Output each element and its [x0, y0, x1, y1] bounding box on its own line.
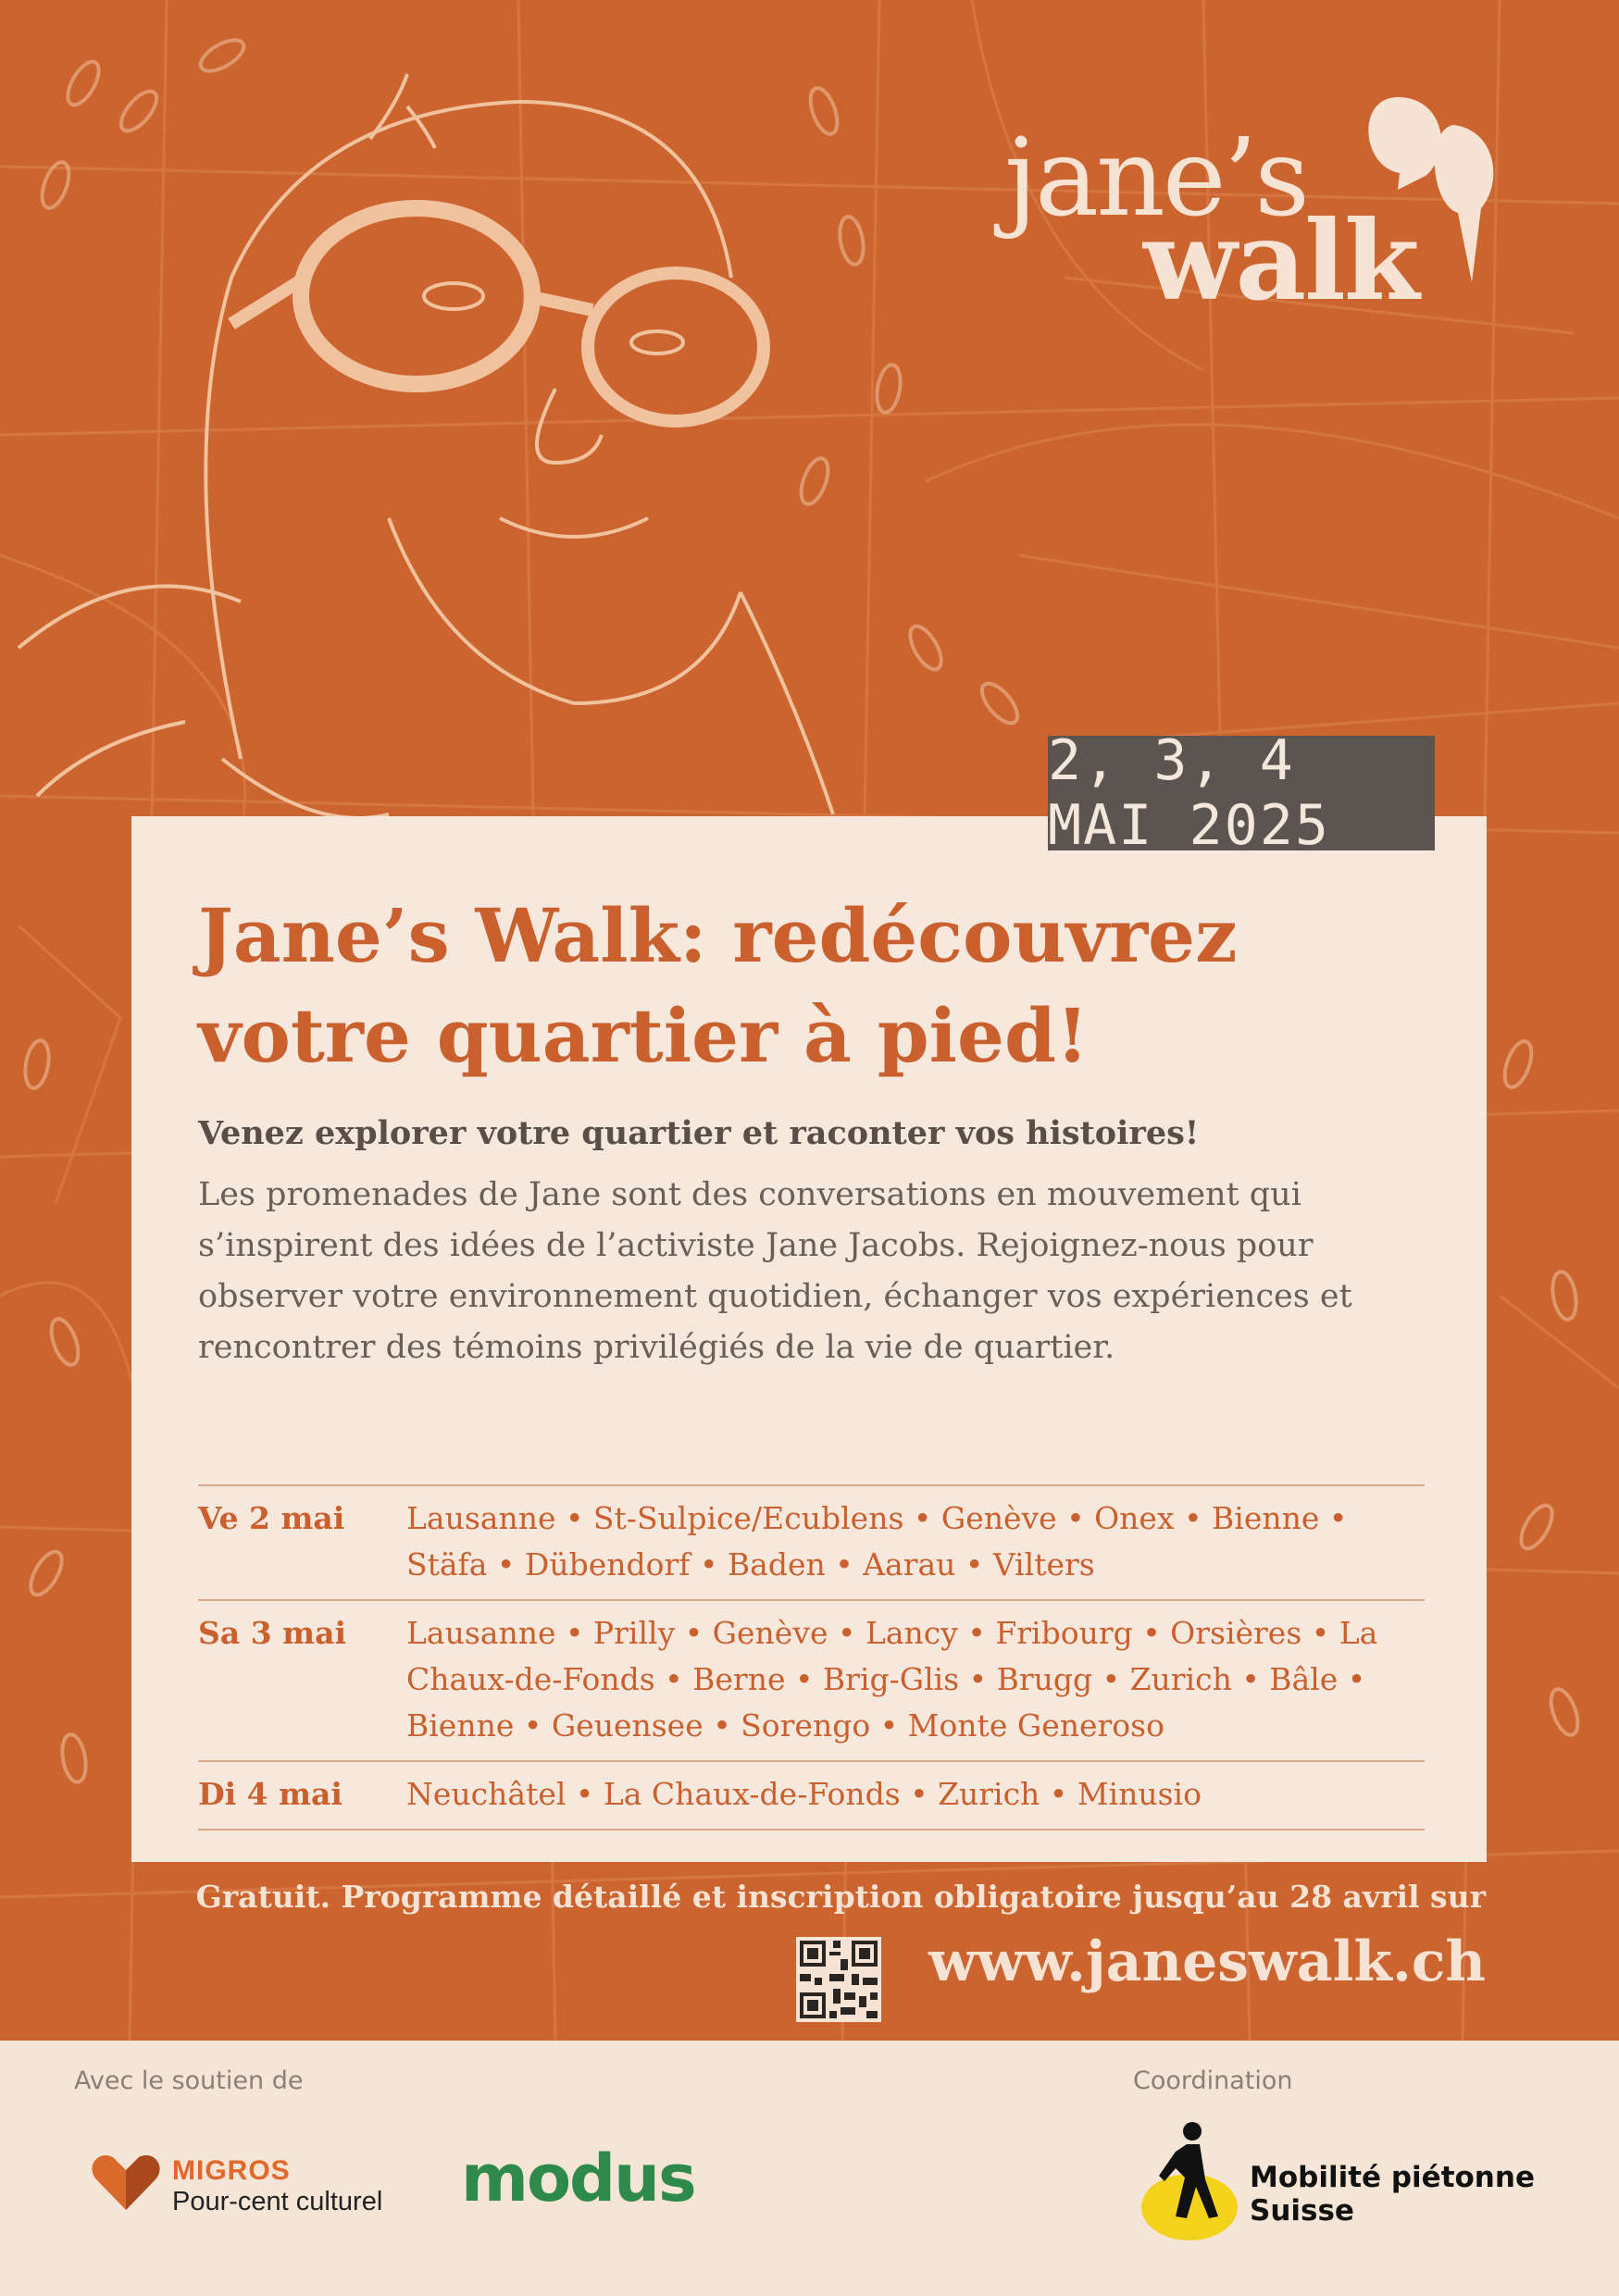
logo-jane-text: jane’s — [1004, 116, 1307, 241]
migros-logo — [89, 2150, 441, 2224]
migros-subtitle: Pour-cent culturel — [172, 2187, 383, 2216]
subtitle: Venez explorer votre quartier et raconter vos histoires! — [198, 1114, 1200, 1152]
mobilite-pietonne-logo — [1139, 2115, 1564, 2244]
schedule-row-saturday — [198, 1601, 1425, 1762]
description: Les promenades de Jane sont des conversations en mouvement qui s’inspirent des idées de l’activiste Jane Jacobs. Rejoignez-nous pour observer votre environnement quotidien, échanger vos expériences et rencontrer des témoins privilégiés de la vie de quartier. — [198, 1176, 1352, 1366]
schedule-row-sunday — [198, 1762, 1425, 1831]
logo-walk-text: walk — [1143, 196, 1418, 325]
schedule-day: Di 4 mai — [198, 1776, 342, 1812]
registration-note: Gratuit. Programme détaillé et inscription obligatoire jusqu’au 28 avril sur — [195, 1879, 1486, 1915]
support-label: Avec le soutien de — [74, 2066, 304, 2095]
janes-walk-logo — [995, 88, 1513, 329]
pedestrian-icon — [1139, 2115, 1240, 2244]
mps-text — [1250, 2161, 1535, 2228]
schedule-cities: Neuchâtel • La Chaux-de-Fonds • Zurich • Minusio — [406, 1776, 1202, 1812]
speech-bubble-icon — [1342, 88, 1509, 292]
mps-line2: Suisse — [1250, 2194, 1354, 2228]
qr-code-icon — [796, 1937, 881, 2022]
info-card — [131, 816, 1487, 1862]
mps-line1: Mobilité piétonne — [1250, 2161, 1535, 2194]
schedule-day: Ve 2 mai — [198, 1500, 345, 1536]
schedule-row-friday — [198, 1486, 1425, 1601]
schedule-cities: Lausanne • St-Sulpice/Ecublens • Genève • Onex • Bienne • Stäfa • Dübendorf • Baden • Aarau • Vilters — [406, 1500, 1348, 1582]
date-badge: 2, 3, 4 MAI 2025 — [1048, 736, 1435, 850]
schedule-cities: Lausanne • Prilly • Genève • Lancy • Fribourg • Orsières • La Chaux-de-Fonds • Berne • Brig-Glis • Brugg • Zurich • Bâle • Bienne • Geuensee • Sorengo • Monte Generoso — [406, 1615, 1378, 1744]
website-link[interactable]: www.janeswalk.ch — [928, 1930, 1486, 1994]
migros-heart-icon — [89, 2150, 163, 2215]
migros-name: MIGROS — [172, 2155, 291, 2186]
sponsors-footer — [0, 2041, 1619, 2296]
coordination-label: Coordination — [1133, 2066, 1293, 2095]
schedule-day: Sa 3 mai — [198, 1615, 346, 1651]
modus-logo: modus — [461, 2141, 695, 2216]
headline: Jane’s Walk: redécouvrez votre quartier à pied! — [198, 892, 1238, 1079]
schedule-table — [198, 1484, 1425, 1831]
